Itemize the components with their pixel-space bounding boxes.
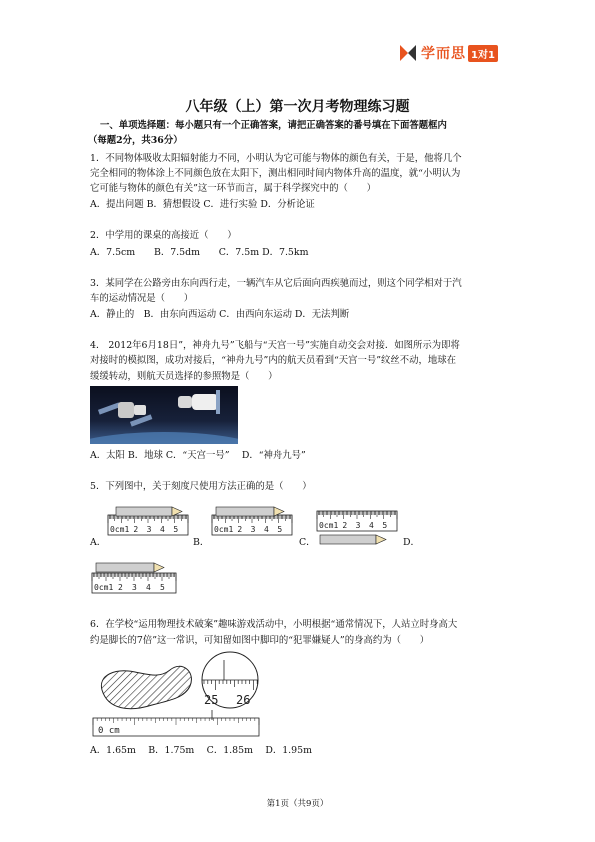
q2-line-1: 2．中学用的课桌的高接近（ ） — [90, 230, 237, 241]
q3-line-2: 车的运动情况是（ ） — [90, 293, 194, 304]
ruler-number: 3 — [146, 525, 152, 534]
q5-option-a-label: A． — [90, 537, 107, 548]
ruler-option-b — [212, 507, 292, 535]
q3-line-1: 3．某同学在公路旁由东向西行走，一辆汽车从它后面向西疾驰而过，则这个同学相对于汽 — [90, 278, 462, 289]
q1-options: A．提出问题 B．猜想假设 C．进行实验 D．分析论证 — [90, 199, 315, 210]
q4-options: A．太阳 B．地球 C．“天宫一号” D．“神舟九号” — [90, 450, 306, 461]
ruler-number: 4 — [160, 525, 165, 534]
logo-badge: 1对1 — [468, 45, 498, 62]
ruler-number: 5 — [382, 521, 388, 530]
q5-option-b-label: B． — [193, 537, 210, 548]
ruler-zero-label: 0 cm — [98, 726, 120, 736]
q6-line-1: 6．在学校“运用物理技术破案”趣味游戏活动中，小明根据“通常情况下，人站立时身高大 — [90, 619, 458, 630]
ruler-number: 3 — [132, 583, 137, 592]
brand-logo-icon — [398, 43, 418, 63]
ruler-number: 0cm1 — [319, 521, 339, 530]
zoom-label-25: 25 — [204, 693, 219, 707]
brand-logo — [398, 43, 504, 63]
ruler-option-c — [317, 511, 397, 544]
pencil — [320, 535, 386, 544]
ruler-number: 4 — [369, 521, 374, 530]
q5-option-d-label: D． — [403, 537, 420, 548]
section-heading: 一、单项选择题：每小题只有一个正确答案，请把正确答案的番号填在下面答题框内 — [100, 120, 447, 131]
pencil — [116, 507, 182, 516]
ruler-number: 5 — [160, 583, 165, 592]
q2-options: A．7.5cm B．7.5dm C．7.5m D．7.5km — [90, 247, 309, 258]
pencil — [216, 507, 284, 516]
ruler-number: 3 — [250, 525, 256, 534]
q6-options: A．1.65m B．1.75m C．1.85m D．1.95m — [90, 745, 312, 756]
logo-text: 学而思 — [421, 46, 466, 62]
pencil — [96, 563, 164, 572]
ruler-number: 2 — [237, 525, 243, 534]
ruler-number: 5 — [277, 525, 283, 534]
footprint-shape — [101, 666, 191, 708]
q4-line-2: 对接时的模拟图，成功对接后，“神舟九号”内的航天员看到“天宫一号”纹丝不动，地球在 — [90, 355, 457, 366]
footprint-figure — [90, 650, 270, 740]
ruler-number: 0cm1 — [110, 525, 130, 534]
q6-line-2: 约是脚长的7倍”这一常识，可知留如图中脚印的“犯罪嫌疑人”的身高约为（ ） — [90, 635, 430, 646]
ruler-number: 4 — [264, 525, 269, 534]
ruler-number: 5 — [173, 525, 179, 534]
q1-line-2: 完全相同的物体涂上不同颜色放在太阳下，测出相同时间内物体升高的温度，就“小明认为 — [90, 168, 461, 179]
ruler-number: 0cm1 — [214, 525, 234, 534]
page-footer: 第1页（共9页） — [266, 799, 329, 809]
ruler-number: 2 — [342, 521, 348, 530]
q1-line-1: 1．不同物体吸收太阳辐射能力不同，小明认为它可能与物体的颜色有关，于是，他将几个 — [90, 153, 462, 164]
zoom-label-26: 26 — [236, 693, 251, 707]
q4-line-1: 4． 2012年6月18日”，神舟九号”飞船与“天宫一号”实施自动交会对接．如图所示为即将 — [90, 340, 460, 351]
ruler-number: 2 — [133, 525, 139, 534]
q3-options: A．静止的 B．由东向西运动 C．由西向东运动 D．无法判断 — [90, 309, 350, 320]
page-title: 八年级（上）第一次月考物理练习题 — [185, 99, 410, 115]
ruler-number: 2 — [118, 583, 123, 592]
ruler-number: 3 — [355, 521, 361, 530]
ruler-figures — [88, 497, 418, 597]
ruler-number: 4 — [146, 583, 151, 592]
docking-figure — [90, 386, 238, 444]
section-scoring: （每题2分，共36分） — [88, 135, 183, 146]
ruler-option-d — [92, 563, 176, 593]
q5-option-c-label: C． — [299, 537, 316, 548]
ruler-number: 0cm1 — [94, 583, 114, 592]
q5-line-1: 5．下列图中，关于刻度尺使用方法正确的是（ ） — [90, 481, 312, 492]
q4-line-3: 缓缓转动，则航天员选择的参照物是（ ） — [90, 371, 278, 382]
ruler-option-a — [108, 507, 188, 535]
q1-line-3: 它可能与物体的颜色有关”这一环节而言，属于科学探究中的（ ） — [90, 183, 377, 194]
